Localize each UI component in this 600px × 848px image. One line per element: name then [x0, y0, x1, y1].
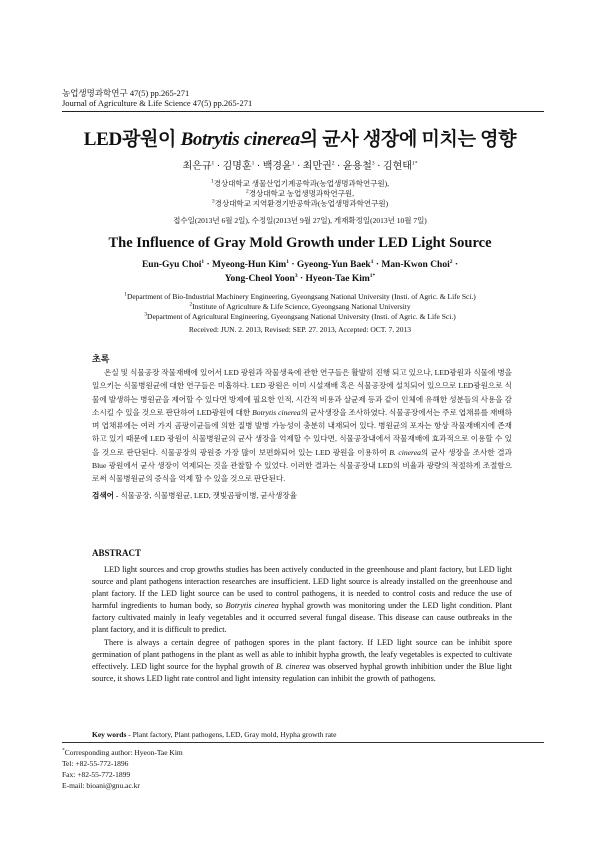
korean-title-species: Botrytis cinerea: [180, 129, 300, 150]
author-kr: 최은규: [182, 161, 212, 172]
english-abstract-body: LED light sources and crop growths studies has been actively conducted in the greenhouse and plant factory, but LED light source and plant pathogens interaction researches are insufficient. LED light source is already installed on the greenhouse and plant factory. If the LED light source can be used to control pathogens, it is needed to control costs and reduce the use of harmful ingredients to human body, so Botrytis cinerea hyphal growth was monitoring under the LED light condition. Plant factory cultivated mainly in leafy vegetables and it occurred several fungal disease. This disease can cause outbreaks in the plant factory, and it is difficult to predict. There is always a certain degree of pathogen spores in the plant factory. If LED light source can be inhibit spore germination of plant pathogens in the plant as well as able to inhibit hypha growth, the leafy vegetables is expected to cultivate effectively. LED light source for the hyphal growth of B. cinerea was observed hyphal growth inhibition under the Blue light source, it shows LED light rate control and light intensity regulation can inhibit the growth of pathogens.: [92, 565, 512, 683]
english-authors-line1: Eun-Gyu Choi$^1$ · Myeong-Hun Kim$^1$ · Gyeong-Yun Baek$^1$ · Man-Kwon Choi$^2$ ·: [141, 258, 459, 270]
author-kr: 김현태: [382, 161, 412, 172]
korean-abstract-body: 온실 및 식물공장 작물재배에 있어서 LED 광원과 작물생육에 관한 연구들은 활발히 진행 되고 있으나, LED광원과 식물에 병을 일으키는 식물병원균에 대한 연구들은 미흡하다. LED 광원은 이미 시설재배 혹은 식물공장에 설치되어 있으므로 LED광원으로 식물에 발생하는 병원균을 제어할 수 있다면 방제에 필요한 인적, 시간적 비용과 살균제 등과 같이 인체에 유해한 성분들의 사용을 감소시킬 수 있을 것으로 판단하여 LED광원에 대한 Botrytis cinerea의 균사생장을 조사하였다. 식물공장에서는 주로 엽채류를 재배하며 엽채류에는 여러 가지 곰팡이균들에 의한 질병 발병 가능성이 충분히 내재되어 있다. 병원균의 포자는 항상 작물재배지에 존재하고 있기 때문에 LED 광원이 식물병원균의 균사 생장을 억제할 수 있다면, 식물공장내에서 작물재배에 효과적으로 이용할 수 있을 것으로 판단된다. 식물공장의 광원중 가장 많이 보편화되어 있는 LED 광원을 이용하여 B. cinerea의 균사 생장을 조사한 결과 Blue 광원에서 균사 생장이 억제되는 것을 관찰할 수 있었다. 이러한 결과는 식물공장내 LED의 비율과 광량의 적절하게 조절함으로써 식물병원균의 증식을 억제 할 수 있을 것으로 판단된다.: [92, 368, 513, 484]
korean-keywords-list: - 식물공장, 식물병원균, LED, 잿빛곰팡이병, 균사생장율: [114, 491, 297, 500]
english-keywords: [92, 730, 512, 739]
header-rule: [62, 111, 544, 112]
affiliation-en-1: $^1$Department of Bio-Industrial Machinery Engineering, Gyeongsang National University (Insti. of Agric. & Life Sci.): [124, 291, 476, 301]
korean-authors: 최은규$^1$ · 김명훈$^1$ · 백경윤$^1$ · 최만권$^2$ · 윤용철$^3$ · 김현태$^{1*}$: [182, 160, 418, 172]
journal-header-korean: 농업생명과학연구 47(5) pp.265-271: [62, 88, 190, 98]
footnote-rule: [62, 742, 544, 743]
korean-title: [0, 124, 600, 151]
journal-header-english: Journal of Agriculture & Life Science 47(5) pp.265-271: [62, 98, 253, 108]
affiliation-kr-1: $^1$경상대학교 생물산업기계공학과(농업생명과학연구원),: [210, 178, 390, 188]
english-authors-line2: Yong-Cheol Yoon$^3$ · Hyeon-Tae Kim$^{1*}$: [224, 272, 376, 284]
dates-korean: 접수일(2013년 6월 2일), 수정일(2013년 9월 27일), 게재확정일(2013년 10월 7일): [173, 216, 427, 225]
affiliation-kr-3: $^3$경상대학교 지역환경기반공학과(농업생명과학연구원): [211, 198, 389, 208]
korean-title-suffix: 의 균사 생장에 미치는 영향: [299, 129, 517, 150]
english-keywords-label: Key words: [92, 730, 127, 739]
affiliation-en-2: $^2$Institute of Agriculture & Life Science, Gyeongsang National University: [189, 301, 411, 311]
english-title: The Influence of Gray Mold Growth under LED Light Source: [108, 235, 492, 251]
footnote-fax: Fax: +82-55-772-1899: [62, 770, 131, 779]
author-kr: 최만권: [302, 161, 332, 172]
affiliation-en-3: $^3$Department of Agricultural Engineering, Gyeongsang National University (Insti. of Agric. & Life Sci.): [144, 311, 456, 321]
korean-title-prefix: LED광원이: [83, 129, 181, 150]
author-kr: 김명훈: [222, 161, 252, 172]
footnote-email: E-mail: bioani@gnu.ac.kr: [62, 781, 140, 790]
korean-keywords-label: 검색어: [92, 491, 115, 500]
affiliation-kr-2: $^2$경상대학교 농업생명과학연구원,: [246, 188, 354, 198]
author-kr: 백경윤: [262, 161, 292, 172]
english-abstract-heading: ABSTRACT: [92, 548, 142, 558]
footnote-corresponding: *Corresponding author: Hyeon-Tae Kim: [62, 747, 183, 757]
korean-keywords: [92, 490, 512, 501]
dates-english: Received: JUN. 2. 2013, Revised: SEP. 27. 2013, Accepted: OCT. 7. 2013: [188, 325, 412, 334]
english-keywords-list: - Plant factory, Plant pathogens, LED, Gray mold, Hypha growth rate: [126, 730, 337, 739]
author-kr: 윤용철: [342, 161, 372, 172]
korean-abstract-heading: 초록: [92, 354, 110, 364]
footnote-tel: Tel: +82-55-772-1896: [62, 759, 129, 768]
